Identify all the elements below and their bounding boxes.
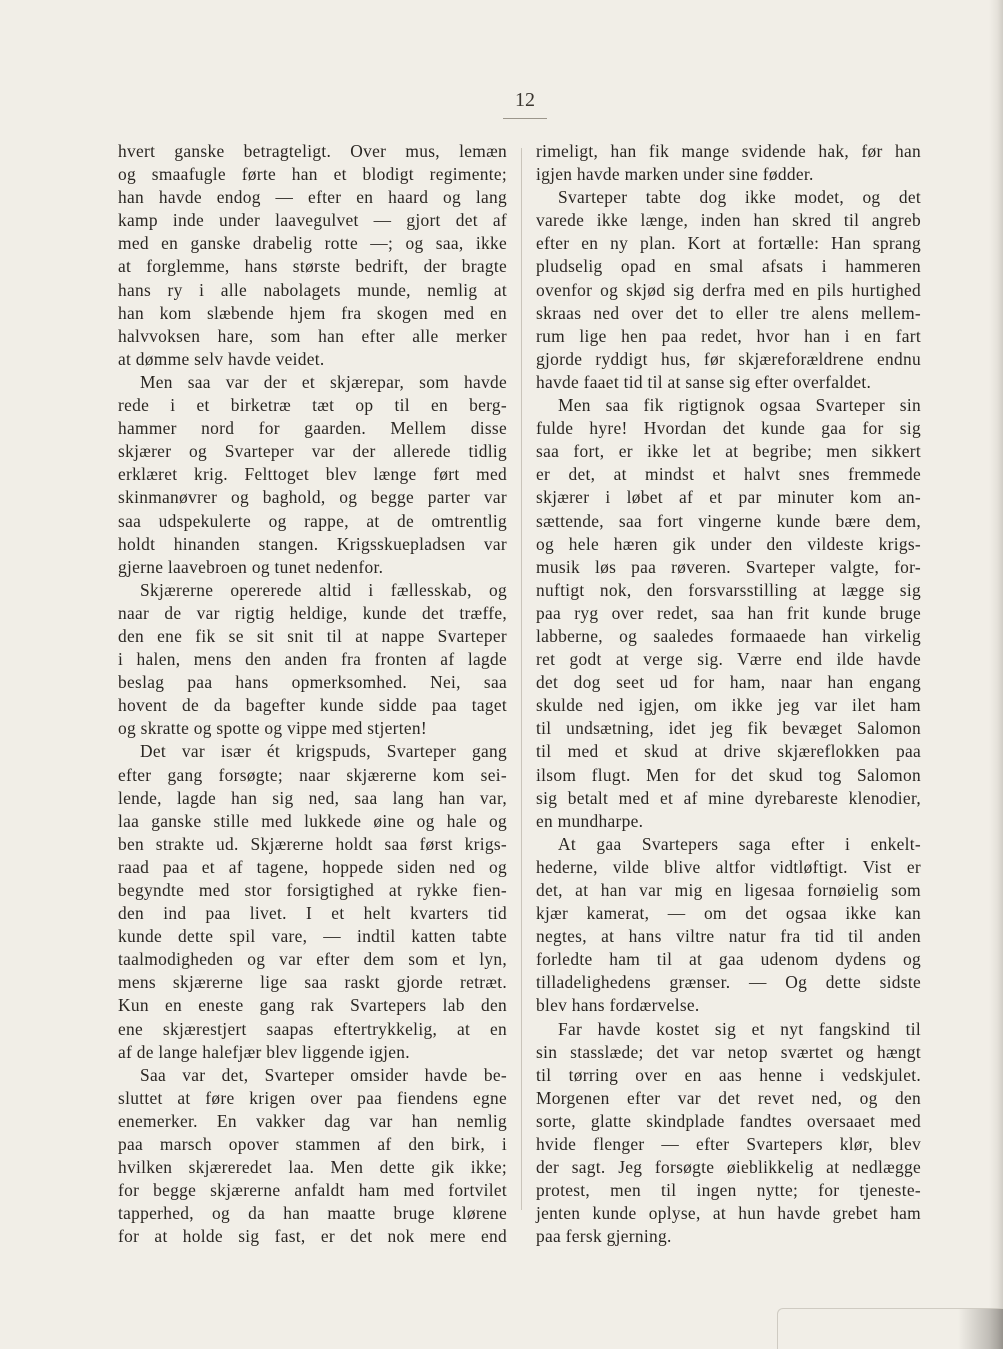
text-line: raad paa et af tagene, hoppede siden ned og <box>118 856 507 877</box>
text-line: mens skjærerne lige saa raskt gjorde retræt. <box>118 972 507 993</box>
text-line: Det var især ét krigspuds, Svarteper gang <box>140 741 507 762</box>
column-divider <box>521 148 522 1210</box>
right-text-column <box>536 140 921 1249</box>
text-line: Kun en eneste gang rak Svartepers lab den <box>118 995 507 1016</box>
text-line: sluttet at føre krigen over paa fiendens egne <box>118 1087 507 1108</box>
text-line: paa fersk gjerning. <box>536 1226 672 1247</box>
text-line: der sagt. Jeg forsøgte øieblikkelig at nedlægge <box>536 1157 921 1178</box>
text-line: paa ryg over redet, saa han frit kunde bruge <box>536 602 921 623</box>
text-line: hvide flenger — efter Svartepers klør, blev <box>536 1134 921 1155</box>
text-line: hederne, vilde blive altfor vidtløftigt. Vist er <box>536 856 921 877</box>
text-line: igjen havde marken under sine fødder. <box>536 164 814 185</box>
text-line: hans ry i alle nabolagets munde, nemlig at <box>118 279 507 300</box>
text-line: lende, lagde han sig ned, saa lang han var, <box>118 787 507 808</box>
text-line: ene skjærestjert saapas eftertrykkelig, at en <box>118 1018 507 1039</box>
text-line: at dømme selv havde veidet. <box>118 348 325 369</box>
text-line: ilsom flugt. Men for det skud tog Salomon <box>536 764 921 785</box>
text-line: den ind paa livet. I et helt kvarters tid <box>118 903 507 924</box>
left-text-column <box>118 140 507 1249</box>
text-line: halvvoksen hare, som han efter alle merker <box>118 325 507 346</box>
text-line: ovenfor og skjød sig derfra med en pils hurtighed <box>536 279 921 300</box>
text-line: negtes, at hans viltre natur fra tid til anden <box>536 926 921 947</box>
text-line: han havde endog — efter en haard og lang <box>118 187 507 208</box>
text-line: Svarteper tabte dog ikke modet, og det <box>558 187 921 208</box>
text-line: ben strakte ud. Skjærerne holdt saa først krigs- <box>118 833 507 854</box>
text-line: naar de var rigtig heldige, kunde det træffe, <box>118 602 507 623</box>
text-line: en mundharpe. <box>536 810 644 831</box>
text-line: Morgenen efter var det revet ned, og den <box>536 1087 921 1108</box>
text-line: laa ganske stille med lukkede øine og hale og <box>118 810 507 831</box>
text-line: kamp inde under laavegulvet — gjort det af <box>118 210 507 231</box>
text-line: taalmodigheden og var efter dem som et lyn, <box>118 949 507 970</box>
text-line: beslag paa hans opmerksomhed. Nei, saa <box>118 672 507 693</box>
text-line: holdt hinanden stangen. Krigsskuepladsen var <box>118 533 507 554</box>
text-line: begyndte med stor forsigtighed at rykke fien- <box>118 880 507 900</box>
text-line: rede i et birketræ tæt op til en berg- <box>118 395 507 416</box>
page-corner-fold <box>777 1308 1003 1349</box>
text-line: gjerne laavebroen og tunet nedenfor. <box>118 556 384 577</box>
text-line: og hele hæren gik under den vildeste krigs- <box>536 533 921 554</box>
text-line: skjærer og Svarteper var der allerede tidlig <box>118 441 507 462</box>
text-line: af de lange halefjær blev liggende igjen. <box>118 1041 410 1062</box>
text-line: Saa var det, Svarteper omsider havde be- <box>140 1064 507 1085</box>
text-line: pludselig opad en smal afsats i hammeren <box>536 256 921 277</box>
text-line: At gaa Svartepers saga efter i enkelt- <box>558 833 921 854</box>
text-line: hvert ganske betragteligt. Over mus, lemæn <box>118 141 507 161</box>
text-line: efter gang forsøgte; naar skjærerne kom sei- <box>118 764 507 785</box>
text-line: Men saa var der et skjærepar, som havde <box>140 371 507 392</box>
text-line: rimeligt, han fik mange svidende hak, før han <box>536 141 921 161</box>
text-line: og smaafugle førte han et blodigt regimente; <box>118 164 507 185</box>
text-line: hvilken skjæreredet laa. Men dette gik ikke; <box>118 1157 507 1178</box>
text-line: rum lige hen paa redet, hvor han i en fart <box>536 325 921 346</box>
text-line: skraas ned over det to eller tre alens mellem- <box>536 302 921 323</box>
text-line: han kom slæbende hjem fra skogen med en <box>118 302 507 323</box>
text-line: skulde ned igjen, om ikke jeg var ilet ham <box>536 695 921 716</box>
text-line: gjorde ryddigt hus, før skjæreforældrene endnu <box>536 348 921 369</box>
text-line: sættende, saa fort vingerne kunde bære dem, <box>536 510 921 531</box>
text-line: kjær kamerat, — om det ogsaa ikke kan <box>536 903 921 924</box>
text-line: skjærer i løbet af et par minuter kom an- <box>536 487 921 508</box>
text-line: tilladelighedens grænser. — Og dette sidste <box>536 972 921 993</box>
text-line: paa marsch opover stammen af den birk, i <box>118 1134 507 1155</box>
text-line: det, at han var mig en ligesaa fornøielig som <box>536 880 921 900</box>
text-line: hovent de da bagefter kunde sidde paa taget <box>118 695 507 716</box>
text-line: labberne, og saaledes formaaede han virkelig <box>536 625 921 646</box>
text-line: sin stasslæde; det var netop sværtet og hængt <box>536 1041 921 1062</box>
text-line: jenten kunde oplyse, at hun havde grebet ham <box>536 1203 921 1224</box>
text-line: forledte ham til at gaa udenom dydens og <box>536 949 921 970</box>
text-line: saa fort, er ikke let at begribe; men sikkert <box>536 441 921 462</box>
text-line: saa udspekulerte og rappe, at de omtrentlig <box>118 510 507 531</box>
text-line: det dog seet ud for ham, naar han engang <box>536 672 921 693</box>
text-line: for begge skjærerne anfaldt ham med fortvilet <box>118 1180 507 1201</box>
text-line: efter en ny plan. Kort at fortælle: Han sprang <box>536 233 921 254</box>
text-line: tapperhed, og da han maatte bruge klørene <box>118 1203 507 1224</box>
text-line: protest, men til ingen nytte; for tjeneste- <box>536 1180 921 1201</box>
page-number: 12 <box>515 89 535 111</box>
page-edge-shadow <box>989 0 1003 1349</box>
text-line: den ene fik se sit snit til at nappe Svarteper <box>118 625 507 646</box>
text-line: at forglemme, hans største bedrift, der bragte <box>118 256 507 277</box>
text-line: blev hans fordærvelse. <box>536 995 700 1016</box>
text-line: hammer nord for gaarden. Mellem disse <box>118 418 507 439</box>
text-line: sorte, glatte skindplade fandtes oversaaet med <box>536 1110 921 1131</box>
text-line: sig betalt med et af mine dyrebareste klenodier, <box>536 787 921 808</box>
text-line: kunde dette spil vare, — indtil katten tabte <box>118 926 507 947</box>
text-line: i halen, mens den anden fra fronten af lagde <box>118 649 507 670</box>
text-line: til med et skud at drive skjæreflokken paa <box>536 741 921 762</box>
text-line: fulde hyre! Hvordan det kunde gaa for sig <box>536 418 921 439</box>
text-line: med en ganske drabelig rotte —; og saa, ikke <box>118 233 507 254</box>
text-line: nuftigt nok, den forsvarsstilling at lægge sig <box>536 579 921 600</box>
text-line: Skjærerne opererede altid i fællesskab, og <box>140 579 507 600</box>
text-line: erklæret krig. Felttoget blev længe ført med <box>118 464 507 485</box>
text-line: er det, at mindst et halvt snes fremmede <box>536 464 921 485</box>
text-line: varede ikke længe, inden han skred til angreb <box>536 210 921 231</box>
text-line: ret godt at verge sig. Værre end ilde havde <box>536 649 921 670</box>
text-line: og skratte og spotte og vippe med stjerten! <box>118 718 427 739</box>
text-line: enemerker. En vakker dag var han nemlig <box>118 1110 507 1131</box>
text-line: for at holde sig fast, er det nok mere end <box>118 1226 507 1247</box>
text-line: havde faaet tid til at sanse sig efter overfaldet. <box>536 371 872 392</box>
text-line: Men saa fik rigtignok ogsaa Svarteper sin <box>558 395 921 416</box>
text-line: til undsætning, idet jeg fik bevæget Salomon <box>536 718 921 739</box>
text-line: til tørring over en aas henne i vedskjulet. <box>536 1064 921 1085</box>
text-line: musik løs paa røveren. Svarteper valgte, for- <box>536 556 921 577</box>
text-line: skinmanøvrer og baghold, og begge parter var <box>118 487 507 508</box>
page-number-rule <box>503 118 547 119</box>
text-line: Far havde kostet sig et nyt fangskind til <box>558 1018 921 1039</box>
